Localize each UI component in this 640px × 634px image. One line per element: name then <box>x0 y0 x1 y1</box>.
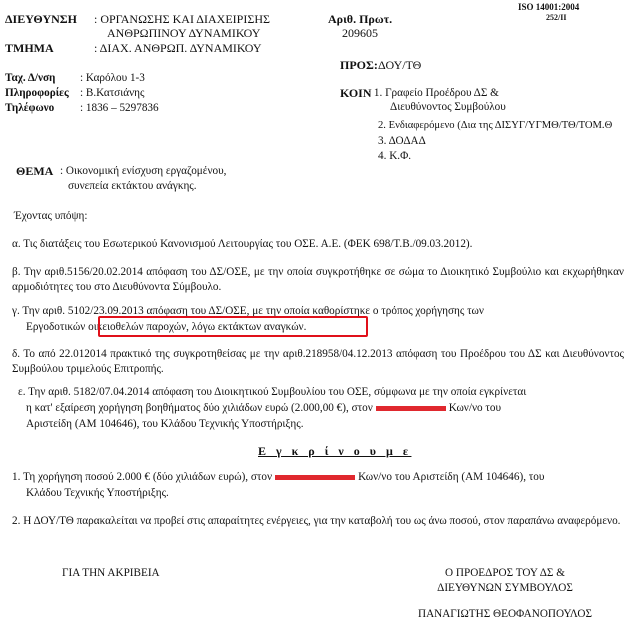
subject-line2: συνεπεία εκτάκτου ανάγκης. <box>68 180 197 192</box>
subject-label: ΘΕΜΑ <box>16 164 54 178</box>
cc-item-1a: : 1. Γραφείο Προέδρου ΔΣ & <box>368 87 499 99</box>
item-e-line1: ε. Την αριθ. 5182/07.04.2014 απόφαση του Διοικητικού Συμβουλίου του ΟΣΕ, σύμφωνα με την οποία εγκρίνεται <box>18 386 527 398</box>
redaction-bar <box>275 475 355 480</box>
address-label: Ταχ. Δ/νση <box>5 72 56 84</box>
phone-value: : 1836 – 5297836 <box>80 102 159 114</box>
to-value: ΔΟΥ/ΤΘ <box>378 58 422 72</box>
item-e-line2-pre: η κατ' εξαίρεση χορήγηση βοηθήματος δύο χιλιάδων ευρώ (2.000,00 €), στον <box>26 402 373 414</box>
item-b: β. Την αριθ.5156/20.02.2014 απόφαση του ΔΣ/ΟΣΕ, με την οποία συγκροτήθηκε σε σώμα το Διοικητικό Συμβούλιο και εκχωρήθηκαν αρμοδιότητες του στο Διευθύνοντα Σύμβουλο. <box>12 266 624 293</box>
point-1-line2: Κλάδου Τεχνικής Υποστήριξης. <box>26 487 169 499</box>
item-c-line2-pre: Εργοδοτικών <box>26 321 89 333</box>
address-value: : Καρόλου 1-3 <box>80 72 145 84</box>
accuracy-note: ΓΙΑ ΤΗΝ ΑΚΡΙΒΕΙΑ <box>62 567 160 579</box>
protocol-label: Αριθ. Πρωτ. <box>328 12 393 26</box>
item-c-line1: γ. Την αριθ. 5102/23.09.2013 απόφαση του ΔΣ/ΟΣΕ, με την οποία καθορίστηκε ο τρόπος χορήγησης των <box>12 305 484 317</box>
item-e-line3: Αριστείδη (ΑΜ 104646), του Κλάδου Τεχνικής Υποστήριξης. <box>26 418 304 430</box>
item-d: δ. Το από 22.012014 πρακτικό της συγκροτηθείσας με την αριθ.218958/04.12.2013 απόφαση του Προέδρου του ΔΣ και Διευθύνοντος Συμβούλου τριμελούς Επιτροπής. <box>12 348 624 375</box>
subject-line1: : Οικονομική ενίσχυση εργαζομένου, <box>60 165 227 177</box>
redaction-bar <box>376 406 446 411</box>
iso-code: 252/II <box>546 13 567 22</box>
cc-item-4: 4. Κ.Φ. <box>378 150 412 162</box>
considering-heading: Έχοντας υπόψη: <box>14 210 88 222</box>
point-2: 2. Η ΔΟΥ/ΤΘ παρακαλείται να προβεί στις απαραίτητες ενέργειες, για την καταβολή του ως άνω ποσού, στον παραπάνω αναφερόμενο. <box>12 515 621 527</box>
signatory-name: ΠΑΝΑΓΙΩΤΗΣ ΘΕΟΦΑΝΟΠΟΥΛΟΣ <box>417 608 592 620</box>
signatory-title-line1: Ο ΠΡΟΕΔΡΟΣ ΤΟΥ ΔΣ & <box>445 567 565 579</box>
department-value: : ΔΙΑΧ. ΑΝΘΡΩΠ. ΔΥΝΑΜΙΚΟΥ <box>94 41 262 55</box>
direction-line1: : ΟΡΓΑΝΩΣΗΣ ΚΑΙ ΔΙΑΧΕΙΡΙΣΗΣ <box>94 12 270 26</box>
info-label: Πληροφορίες <box>5 87 69 99</box>
direction-label: ΔΙΕΥΘΥΝΣΗ <box>5 12 77 26</box>
cc-item-1b: Διευθύνοντος Συμβούλου <box>390 101 506 113</box>
protocol-number: 209605 <box>342 26 378 40</box>
point-1-post: Κων/νο του Αριστείδη (ΑΜ 104646), του <box>358 471 545 483</box>
point-1-line1 <box>12 470 544 485</box>
iso-certification: ISO 14001:2004 <box>518 2 580 12</box>
to-label: ΠΡΟΣ: <box>340 58 378 72</box>
item-e-line2 <box>26 401 501 416</box>
item-e-line2-post: Κων/νο του <box>448 402 502 414</box>
phone-label: Τηλέφωνο <box>5 102 55 114</box>
info-value: : Β.Κατσιάνης <box>80 87 145 99</box>
approve-heading: Ε γ κ ρ ί ν ο υ μ ε <box>258 444 412 458</box>
signatory-title-line2: ΔΙΕΥΘΥΝΩΝ ΣΥΜΒΟΥΛΟΣ <box>437 582 573 594</box>
item-c-highlighted-text: οικειοθελών παροχών, λόγω εκτάκτων αναγκών. <box>88 321 307 333</box>
department-label: ΤΜΗΜΑ <box>5 41 54 55</box>
cc-label: ΚΟΙΝ <box>340 86 372 100</box>
item-a: α. Τις διατάξεις του Εσωτερικού Κανονισμού Λειτουργίας του ΟΣΕ. Α.Ε. (ΦΕΚ 698/Τ.Β./09.03.2012). <box>12 238 473 250</box>
highlight-box <box>98 316 368 337</box>
point-1-pre: 1. Τη χορήγηση ποσού 2.000 € (δύο χιλιάδων ευρώ), στον <box>12 471 273 483</box>
cc-item-2: 2. Ενδιαφερόμενο (Δια της ΔΙΣΥΓ/ΥΓΜΘ/ΤΘ/ΤΟΜ.Θ <box>378 120 613 131</box>
cc-item-3: 3. ΔΟΔΑΔ <box>378 135 426 147</box>
direction-line2: ΑΝΘΡΩΠΙΝΟΥ ΔΥΝΑΜΙΚΟΥ <box>107 26 261 40</box>
